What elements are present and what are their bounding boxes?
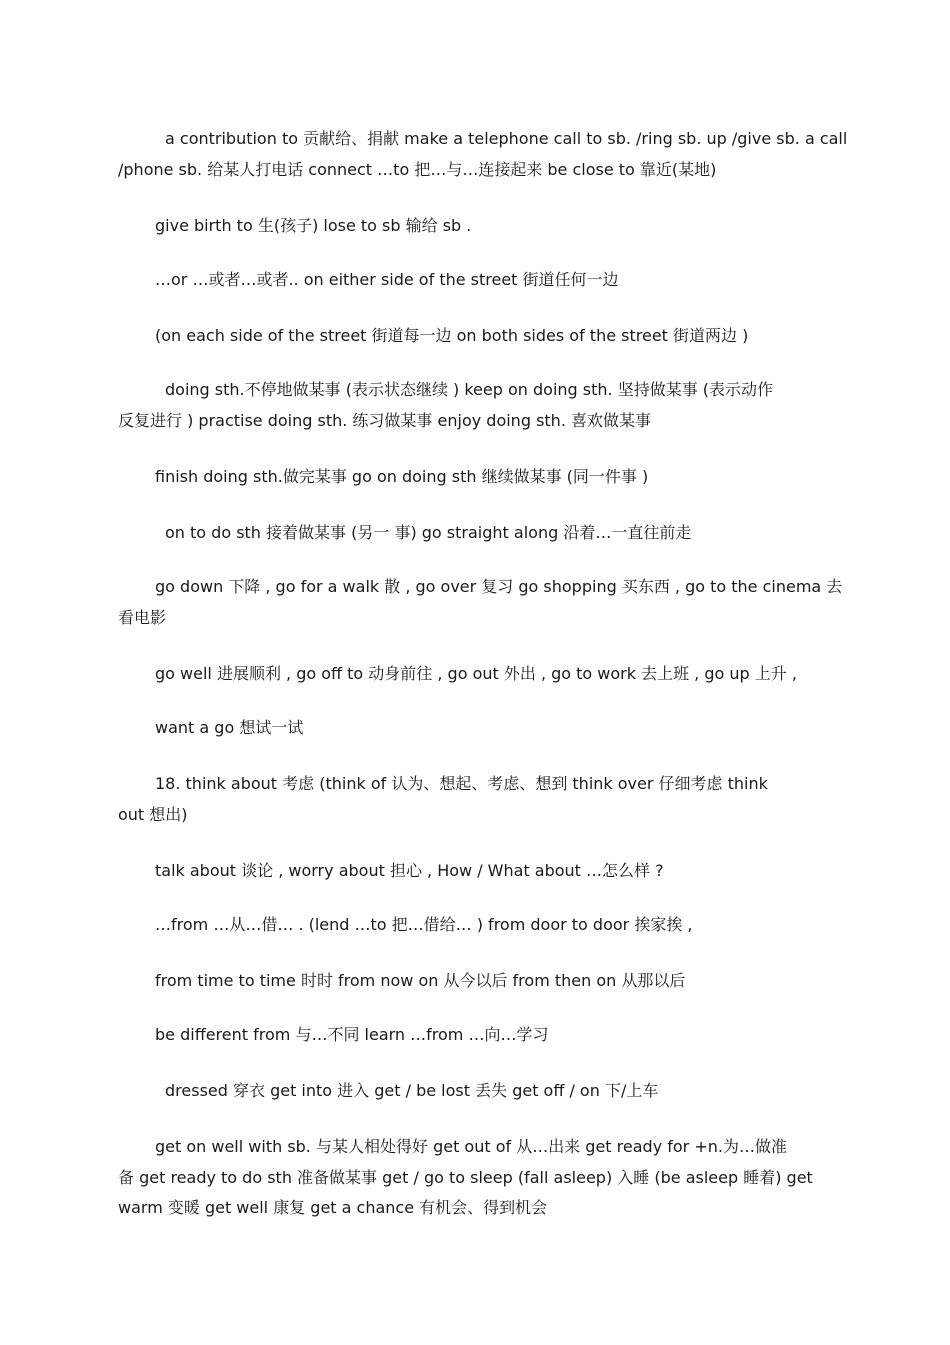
text-line: from time to time 时时 from now on 从今以后 from then on 从那以后	[155, 971, 686, 990]
text-line: 18. think about 考虑 (think of 认为、想起、考虑、想到 think over 仔细考虑 think	[155, 774, 768, 793]
text-line: finish doing sth.做完某事 go on doing sth 继续做某事 (同一件事 )	[155, 467, 649, 486]
phrase-paragraph	[118, 321, 838, 352]
text-line: go down 下降 , go for a walk 散 , go over 复习 go shopping 买东西 , go to the cinema 去	[155, 577, 843, 596]
text-line: a contribution to 贡献给、捐献 make a telephone call to sb. /ring sb. up /give sb. a call	[165, 129, 848, 148]
text-line: 反复进行 ) practise doing sth. 练习做某事 enjoy doing sth. 喜欢做某事	[118, 410, 651, 430]
text-line: on to do sth 接着做某事 (另一 事) go straight along 沿着…一直往前走	[165, 523, 692, 542]
phrase-paragraph	[118, 375, 838, 436]
text-line: warm 变暖 get well 康复 get a chance 有机会、得到机会	[118, 1198, 548, 1217]
phrase-paragraph	[118, 910, 838, 941]
text-line: 看电影	[118, 607, 167, 627]
text-line: go well 进展顺利 , go off to 动身前往 , go out 外出 , go to work 去上班 , go up 上升 ,	[155, 664, 797, 683]
text-line: 备 get ready to do sth 准备做某事 get / go to sleep (fall asleep) 入睡 (be asleep 睡着) get	[118, 1167, 813, 1187]
phrase-paragraph	[118, 713, 838, 744]
text-line: out 想出)	[118, 804, 188, 824]
text-line: …or …或者…或者.. on either side of the street 街道任何一边	[155, 270, 619, 289]
text-line: want a go 想试一试	[155, 718, 304, 737]
phrase-paragraph	[118, 518, 838, 549]
phrase-paragraph	[118, 659, 838, 690]
phrase-paragraph	[118, 124, 848, 185]
phrase-paragraph	[118, 1020, 838, 1051]
text-line: get on well with sb. 与某人相处得好 get out of 从…出来 get ready for +n.为…做准	[155, 1137, 787, 1156]
text-line: …from …从…借… . (lend …to 把…借给… ) from door to door 挨家挨 ,	[155, 915, 693, 934]
phrase-paragraph	[118, 769, 838, 830]
text-line: be different from 与…不同 learn …from …向…学习	[155, 1025, 549, 1044]
text-line: talk about 谈论 , worry about 担心 , How / What about …怎么样 ?	[155, 861, 664, 880]
phrase-paragraph	[118, 572, 843, 633]
phrase-paragraph	[118, 1132, 838, 1224]
phrase-paragraph	[118, 265, 838, 296]
phrase-paragraph	[118, 211, 838, 242]
phrase-paragraph	[118, 462, 838, 493]
text-line: doing sth.不停地做某事 (表示状态继续 ) keep on doing sth. 坚持做某事 (表示动作	[165, 380, 774, 399]
phrase-paragraph	[118, 856, 838, 887]
text-line: /phone sb. 给某人打电话 connect …to 把…与…连接起来 be close to 靠近(某地)	[118, 159, 717, 179]
phrase-paragraph	[118, 1076, 838, 1107]
phrase-paragraph	[118, 966, 838, 997]
text-line: give birth to 生(孩子) lose to sb 输给 sb .	[155, 216, 472, 235]
text-line: dressed 穿衣 get into 进入 get / be lost 丢失 get off / on 下/上车	[165, 1081, 659, 1100]
text-line: (on each side of the street 街道每一边 on both sides of the street 街道两边 )	[155, 326, 749, 345]
